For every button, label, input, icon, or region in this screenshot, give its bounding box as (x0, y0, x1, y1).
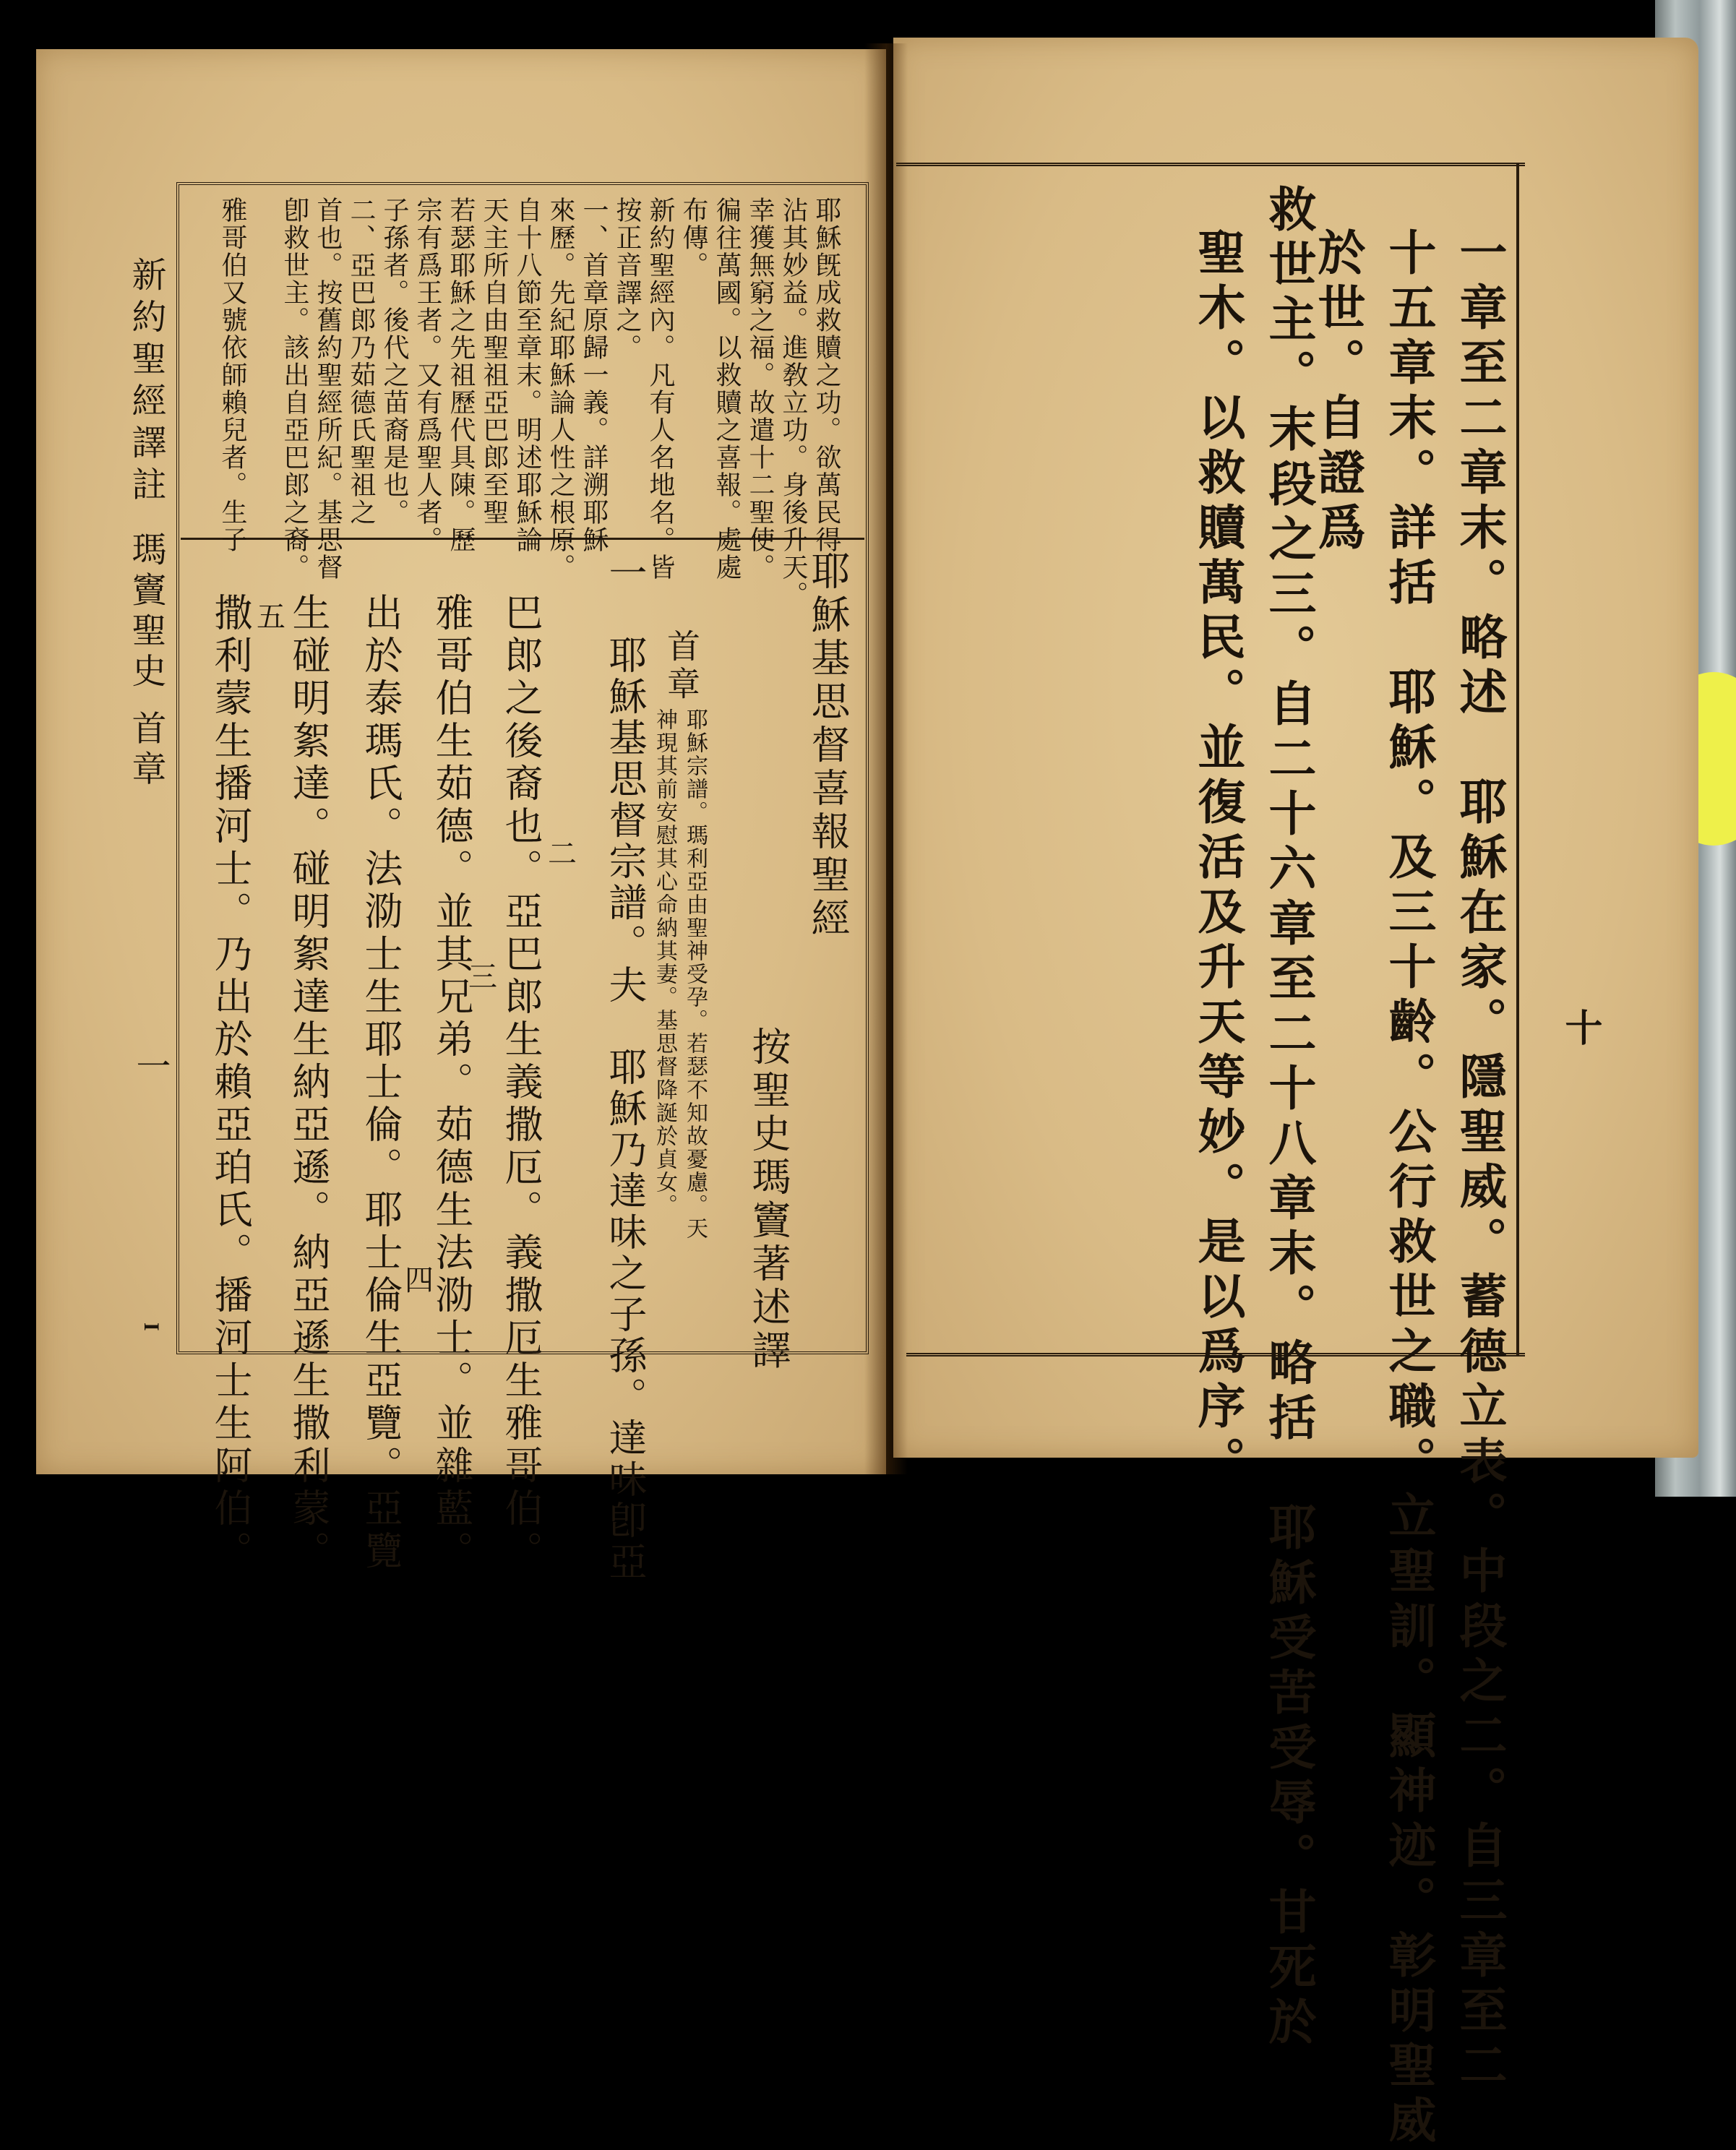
gloss-line: 雅哥伯又號依師賴兒者。生子 (218, 197, 247, 554)
verse-marker: 五 (257, 601, 285, 634)
verse-line: 出於泰瑪氏。法泐士生耶士倫。耶士倫生亞覽。亞覽 (358, 593, 403, 1573)
book-title: 耶穌基思督喜報聖經 (805, 551, 851, 941)
gloss-line: 二、亞巴郎乃茹德氏聖祖之 (346, 197, 376, 526)
gloss-line: 布傳。 (679, 197, 708, 279)
folio-roman: I (139, 1323, 163, 1331)
gloss-line: 一、首章原歸一義。詳溯耶穌 (579, 197, 609, 554)
chapter-summary-line: 耶穌宗譜。瑪利亞由聖神受孕。若瑟不知故憂慮。天 (682, 708, 708, 1240)
chapter-label: 首章 (662, 629, 701, 704)
gloss-line: 新約聖經內。凡有人名地名。皆 (645, 197, 675, 581)
gloss-line: 來歷。先紀耶穌論人性之根原。 (546, 197, 575, 581)
folio-cjk: 一 (130, 1048, 171, 1083)
verse-line: 巴郎之後裔也。亞巴郎生義撒厄。義撒厄生雅哥伯。 (499, 593, 543, 1573)
book-gutter (864, 43, 908, 1474)
verse-marker: 二 (548, 838, 577, 871)
running-subtitle: 瑪竇聖史 首章 (126, 531, 166, 791)
preface-line: 十五章末。詳括 耶穌。及三十齡。公行救世之職。立聖訓。顯神迹。彰明聖威 (1380, 228, 1437, 2150)
gloss-line: 宗有爲王者。又有爲聖人者。 (413, 197, 442, 554)
side-rule (1516, 163, 1519, 1356)
gloss-line: 按正音譯之。 (612, 197, 642, 361)
verse-line: 生碰明絮達。碰明絮達生納亞遜。納亞遜生撒利蒙。 (286, 593, 330, 1573)
verse-line: 雅哥伯生茹德。並其兄弟。茹德生法泐士。並雜藍。 (429, 593, 473, 1573)
preface-line: 於世。自證爲 (1310, 228, 1366, 557)
top-rule (896, 163, 1525, 166)
gloss-line: 首也。按舊約聖經所紀。基思督 (313, 197, 343, 581)
gloss-line: 卽救世主。該出自亞巴郎之裔。 (280, 197, 309, 581)
folio-right: 十 (1558, 1008, 1602, 1046)
translator-line: 按聖史瑪竇著述譯 (746, 1026, 791, 1373)
gloss-line: 子孫者。後代之苗裔是也。 (379, 197, 409, 526)
gloss-line: 若瑟耶穌之先祖歷代具陳。歷 (446, 197, 476, 554)
gloss-line: 沾其妙益。進敎立功。身後升天。 (778, 197, 808, 609)
preface-line: 聖木。以救贖萬民。並復活及升天等妙。是以爲序。 (1190, 228, 1246, 1491)
gloss-line: 天主所自由聖祖亞巴郎至聖 (479, 197, 509, 526)
running-title: 新約聖經譯註 (126, 257, 166, 508)
gloss-line: 幸獲無窮之福。故遣十二聖使。 (745, 197, 775, 581)
preface-line: 救世主。末段之三。自二十六章至二十八章末。略括 耶穌受苦受辱。甘死於 (1260, 184, 1317, 2052)
gloss-line: 耶穌旣成救贖之功。欲萬民得 (812, 197, 841, 554)
verse-marker: 四 (405, 1264, 434, 1297)
gloss-line: 自十八節至章末。明述耶穌論 (512, 197, 542, 554)
gloss-line: 徧往萬國。以救贖之喜報。處處 (712, 197, 742, 581)
preface-line: 一章至二章末。略述 耶穌在家。隱聖威。蓄德立表。中段之二。自三章至二 (1451, 228, 1508, 2095)
verse-line: 一 耶穌基思督宗譜。夫 耶穌乃達味之子孫。達味卽亞 (603, 553, 647, 1583)
verse-marker: 三 (468, 960, 497, 994)
verse-line: 撒利蒙生播河士。乃出於賴亞珀氏。播河士生阿伯。 (208, 593, 252, 1573)
chapter-summary-line: 神現其前安慰其心命納其妻。基思督降誕於貞女。 (652, 708, 677, 1217)
